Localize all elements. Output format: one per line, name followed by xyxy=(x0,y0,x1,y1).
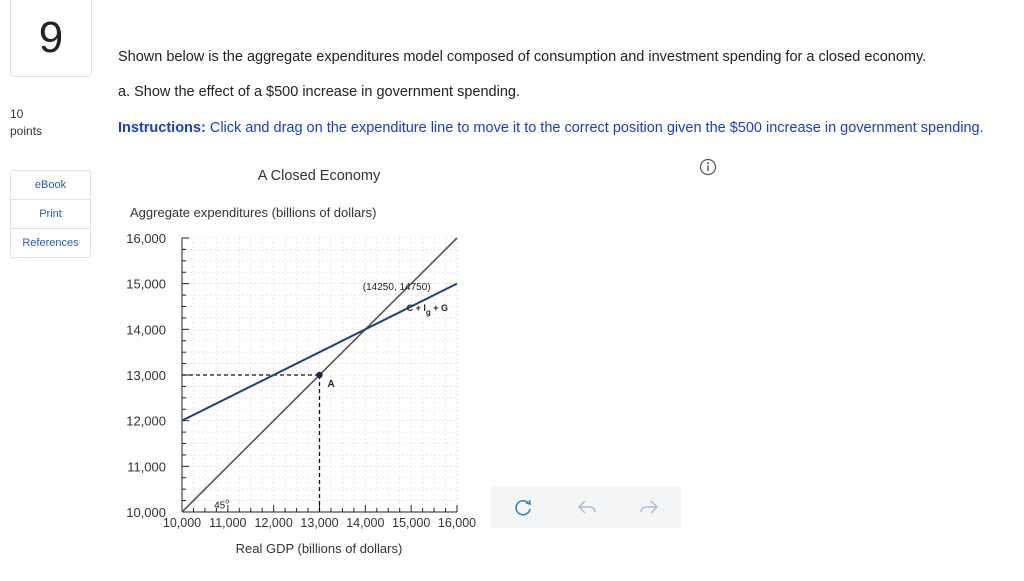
y-tick-label: 11,000 xyxy=(127,459,166,475)
expenditure-label-main: C + I xyxy=(406,303,426,314)
instructions xyxy=(118,119,1008,137)
question-prompt: Shown below is the aggregate expenditures model composed of consumption and investment spending for a closed economy. xyxy=(118,49,927,65)
y-tick-label: 10,000 xyxy=(126,505,166,520)
point-annotation: (14250, 14750) xyxy=(362,282,431,294)
x-tick-label: 16,000 xyxy=(437,516,477,530)
y-tick-label: 16,000 xyxy=(126,231,166,246)
undo-icon[interactable] xyxy=(575,495,599,519)
print-link[interactable]: Print xyxy=(11,199,90,228)
references-link[interactable]: References xyxy=(11,228,90,257)
question-number-box xyxy=(10,0,92,77)
instructions-label: Instructions: xyxy=(118,120,206,136)
expenditure-line-label xyxy=(407,303,448,317)
points-label: points xyxy=(10,124,43,138)
x-tick-label: 10,000 xyxy=(162,516,202,530)
graph-toolbar xyxy=(491,486,681,528)
ebook-link[interactable]: eBook xyxy=(34,179,67,191)
aggregate-expenditures-chart xyxy=(110,195,490,559)
expenditure-label-tail: + G xyxy=(430,303,449,314)
points-value: 10 xyxy=(10,107,24,121)
y-tick-label: 14,000 xyxy=(126,322,166,338)
x-axis-label: Real GDP (billions of dollars) xyxy=(235,541,403,556)
y-tick-labels xyxy=(126,231,166,520)
x-tick-label: 11,000 xyxy=(209,516,247,530)
x-tick-label: 12,000 xyxy=(254,516,293,530)
x-tick-label: 14,000 xyxy=(346,516,385,530)
y-tick-label: 15,000 xyxy=(126,276,166,292)
expenditure-label-sub: g xyxy=(425,308,431,318)
question-number: 9 xyxy=(38,13,64,62)
y-tick-label: 13,000 xyxy=(126,368,166,383)
equilibrium-point-a xyxy=(316,372,322,378)
diagonal-label-degree: o xyxy=(225,498,230,506)
x-tick-labels xyxy=(163,516,476,530)
question-part-a: a. Show the effect of a $500 increase in government spending. xyxy=(118,84,520,100)
instructions-text: Click and drag on the expenditure line to move it to the correct position given the $500 increase in government spending. xyxy=(205,120,984,136)
x-tick-label: 13,000 xyxy=(300,516,339,530)
y-axis-label: Aggregate expenditures (billions of dollars) xyxy=(130,205,377,220)
point-a-label: A xyxy=(327,379,335,390)
reset-icon[interactable] xyxy=(511,495,535,519)
y-tick-label: 12,000 xyxy=(126,413,166,429)
chart-title: A Closed Economy xyxy=(257,168,381,184)
diagonal-label xyxy=(214,498,229,511)
x-tick-label: 15,000 xyxy=(392,516,431,530)
redo-icon[interactable] xyxy=(637,495,661,519)
resource-links xyxy=(10,170,91,258)
diagonal-label-text: 45 xyxy=(214,500,226,512)
info-icon[interactable] xyxy=(699,158,717,176)
